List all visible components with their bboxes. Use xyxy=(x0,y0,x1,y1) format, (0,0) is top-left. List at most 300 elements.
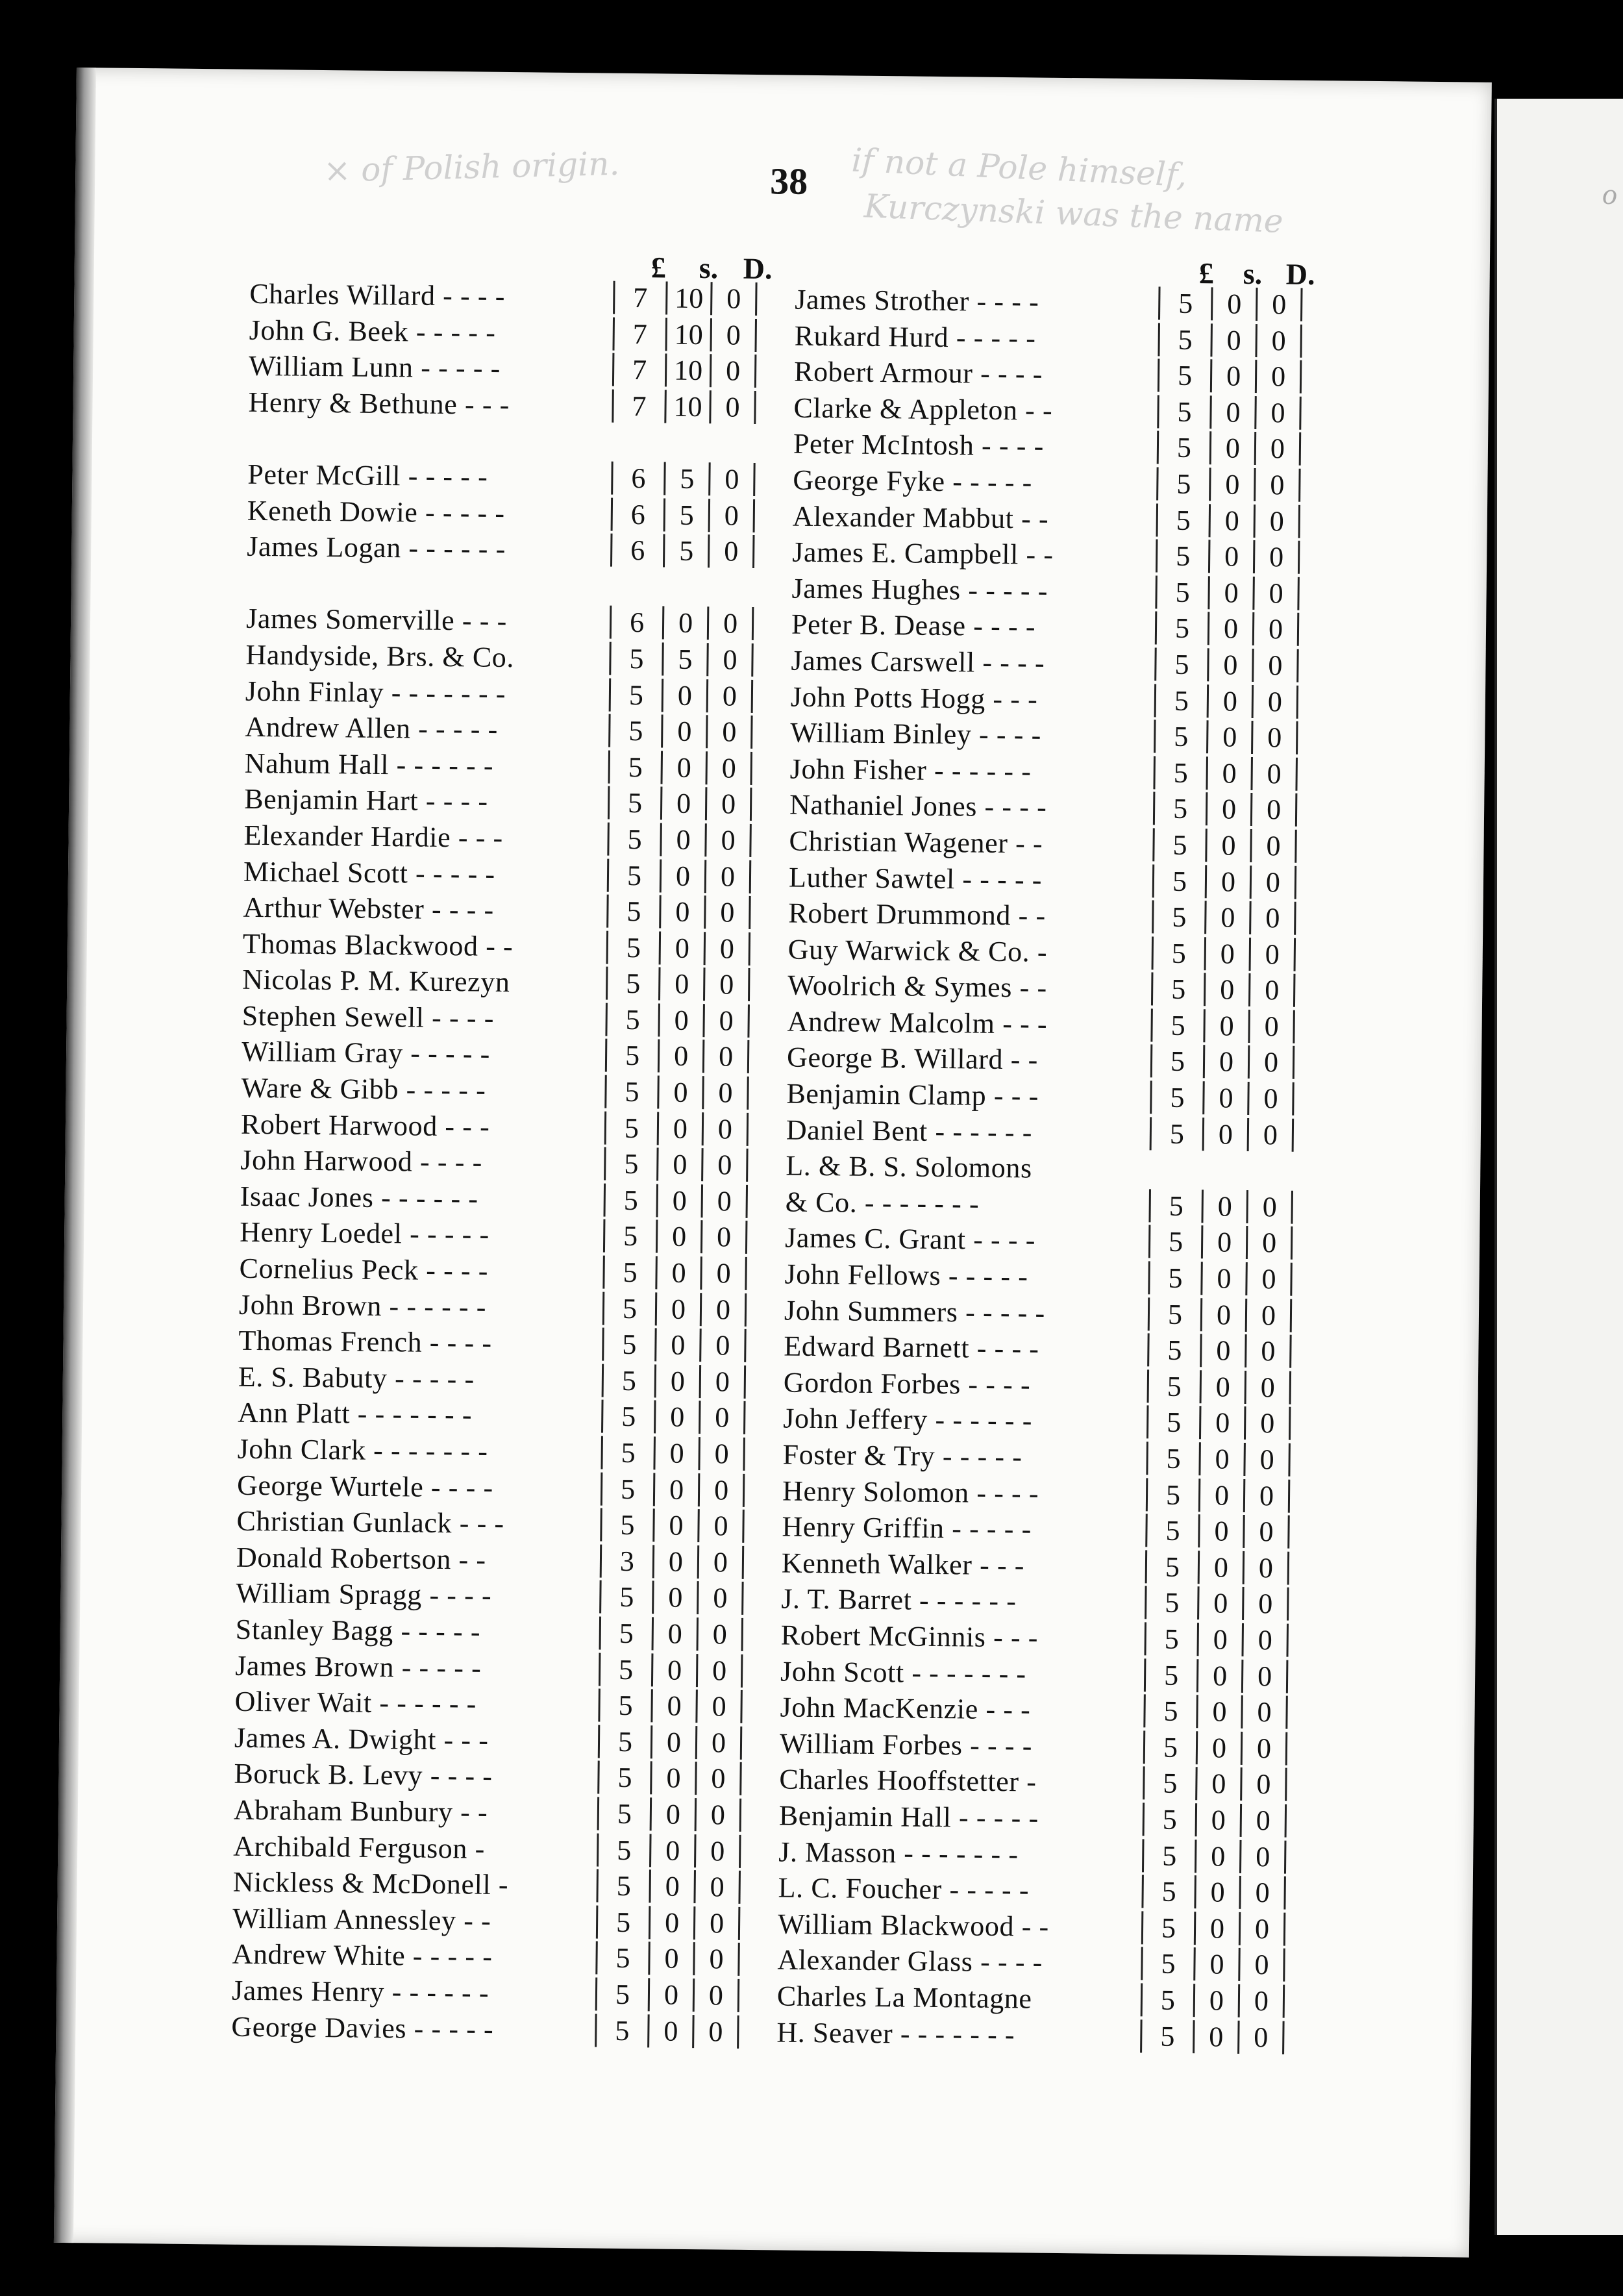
amount-shillings: 0 xyxy=(653,1436,699,1470)
amount-pence: 0 xyxy=(1241,1732,1288,1766)
amount-shillings: 0 xyxy=(1195,1840,1240,1873)
amount-shillings: 0 xyxy=(1208,576,1253,610)
amount-shillings: 0 xyxy=(1193,1984,1239,2017)
amount-shillings: 0 xyxy=(657,1112,702,1145)
amount-pence: 0 xyxy=(1252,577,1300,610)
subscriber-name: Donald Robertson - - xyxy=(236,1541,486,1576)
subscriber-name: James A. Dwight - - - xyxy=(234,1721,489,1756)
amount-pounds: 5 xyxy=(1143,1803,1196,1836)
amount-pounds: 5 xyxy=(1152,901,1205,934)
amount-pence: 0 xyxy=(695,1690,743,1723)
amount-shillings: 0 xyxy=(650,1762,695,1795)
subscriber-name: James Brown - - - - - xyxy=(234,1649,482,1684)
amount-shillings: 0 xyxy=(655,1256,700,1290)
page-number: 38 xyxy=(769,160,808,203)
amount-pounds xyxy=(1149,1179,1202,1180)
amount-shillings: 5 xyxy=(663,534,708,568)
amount-pounds: 5 xyxy=(602,1256,656,1290)
amount-shillings: 0 xyxy=(656,1184,702,1217)
amount-shillings: 0 xyxy=(648,1942,693,1976)
amount-pounds: 5 xyxy=(1142,1839,1195,1873)
amount-pence: 0 xyxy=(1246,1226,1293,1260)
amount-pounds: 5 xyxy=(1156,540,1209,573)
amount-shillings: 0 xyxy=(1195,1767,1241,1801)
amount-pounds: 5 xyxy=(1153,756,1206,790)
amount-pounds: 5 xyxy=(602,1328,655,1362)
amount-pence: 0 xyxy=(1238,1984,1285,2018)
amount-pence: 0 xyxy=(1253,540,1300,574)
subscriber-name: J. T. Barret - - - - - - xyxy=(781,1582,1017,1617)
amount-pence: 0 xyxy=(697,1545,745,1579)
subscriber-name: George Wurtele - - - - xyxy=(236,1469,494,1504)
amount-pence: 0 xyxy=(706,679,754,713)
amount-pounds: 5 xyxy=(602,1292,656,1325)
amount-pounds: 5 xyxy=(608,750,662,784)
amount-shillings: 0 xyxy=(1205,865,1250,899)
amount-pounds: 5 xyxy=(1156,503,1209,537)
amount-pounds: 5 xyxy=(1144,1622,1197,1656)
subscriber-name: L. & B. S. Solomons xyxy=(786,1149,1032,1184)
amount-pounds: 5 xyxy=(1140,2019,1193,2053)
amount-pence: 0 xyxy=(707,607,754,641)
amount-shillings: 0 xyxy=(1200,1262,1246,1295)
amount-pence: 0 xyxy=(1240,1804,1287,1838)
subscriber-name: Andrew Malcolm - - - xyxy=(787,1005,1048,1040)
subscriber-name: E. S. Babuty - - - - - xyxy=(238,1360,475,1395)
subscriber-name: Handyside, Brs. & Co. xyxy=(245,638,515,674)
amount-pence: 0 xyxy=(693,1870,741,1904)
subscriber-name: John Clark - - - - - - - xyxy=(237,1432,488,1467)
document-page xyxy=(54,68,1492,2258)
amount-shillings: 5 xyxy=(662,642,707,676)
edge-mark: o xyxy=(1602,177,1617,210)
amount-pounds: 5 xyxy=(1146,1478,1199,1512)
subscriber-name: Robert Armour - - - - xyxy=(793,355,1043,390)
amount-pence: 0 xyxy=(1239,1912,1286,1946)
amount-shillings: 0 xyxy=(1206,720,1252,754)
page-edge xyxy=(54,68,96,2243)
subscriber-name: William Spragg - - - - xyxy=(236,1577,492,1612)
amount-pence: 0 xyxy=(697,1582,744,1616)
amount-pence: 0 xyxy=(703,967,750,1001)
amount-shillings: 0 xyxy=(1197,1587,1243,1621)
amount-shillings: 0 xyxy=(655,1292,700,1326)
amount-pounds: 7 xyxy=(612,353,665,387)
subscriber-name: Stephen Sewell - - - - xyxy=(242,999,495,1034)
amount-pence: 0 xyxy=(1247,1082,1295,1116)
subscriber-name: Alexander Mabbut - - xyxy=(792,500,1049,535)
pencil-annotation: Kurczynski was the name xyxy=(863,187,1284,240)
amount-pounds: 5 xyxy=(1143,1767,1196,1801)
amount-pounds: 5 xyxy=(1148,1297,1201,1331)
amount-pounds: 5 xyxy=(1158,323,1211,356)
subscriber-name: John MacKenzie - - - xyxy=(780,1691,1031,1726)
subscriber-name: James E. Campbell - - xyxy=(791,536,1054,571)
subscriber-name: James Carswell - - - - xyxy=(791,644,1045,679)
subscriber-name: Charles Hooffstetter - xyxy=(779,1763,1037,1798)
amount-shillings xyxy=(664,426,709,427)
amount-pence: 0 xyxy=(1250,757,1298,791)
subscriber-name: Archibald Ferguson - xyxy=(233,1830,486,1865)
amount-pounds: 3 xyxy=(600,1544,653,1578)
amount-pence: 0 xyxy=(702,1112,749,1146)
subscriber-name: Andrew Allen - - - - - xyxy=(245,710,499,745)
amount-pounds: 5 xyxy=(1148,1225,1202,1259)
amount-pence: 0 xyxy=(693,1978,740,2012)
subscriber-name: Christian Gunlack - - - xyxy=(236,1504,504,1540)
amount-shillings: 0 xyxy=(1208,540,1254,573)
subscriber-name: James C. Grant - - - - xyxy=(784,1221,1036,1257)
subscriber-name: James Hughes - - - - - xyxy=(791,572,1048,607)
amount-pounds: 5 xyxy=(607,858,660,892)
amount-shillings: 0 xyxy=(650,1725,696,1759)
amount-shillings: 10 xyxy=(665,282,711,316)
amount-pence: 0 xyxy=(1241,1659,1289,1693)
subscriber-name: John Finlay - - - - - - - xyxy=(245,675,506,710)
amount-shillings: 0 xyxy=(1198,1551,1243,1584)
amount-pence: 0 xyxy=(706,643,754,677)
amount-pence: 0 xyxy=(1240,1767,1287,1801)
amount-shillings: 0 xyxy=(1201,1226,1246,1260)
amount-pounds: 5 xyxy=(598,1689,651,1723)
subscriber-list-right xyxy=(776,283,1463,2059)
amount-pence: 0 xyxy=(702,1004,750,1038)
subscriber-name: Oliver Wait - - - - - - xyxy=(234,1685,477,1720)
amount-pounds: 7 xyxy=(613,281,666,315)
amount-pounds: 5 xyxy=(1152,828,1206,862)
amount-shillings: 0 xyxy=(648,1978,693,2012)
subscriber-name: Woolrich & Symes - - xyxy=(787,969,1048,1004)
subscriber-name: Abraham Bunbury - - xyxy=(233,1793,488,1828)
amount-shillings: 0 xyxy=(654,1329,700,1362)
amount-pounds: 5 xyxy=(1141,1911,1195,1945)
amount-pence: 0 xyxy=(1239,1840,1287,1873)
amount-pounds: 5 xyxy=(603,1219,656,1253)
subscriber-name: Thomas Blackwood - - xyxy=(242,927,514,962)
amount-shillings: 0 xyxy=(652,1509,698,1543)
amount-shillings: 0 xyxy=(660,823,705,856)
amount-pounds: 5 xyxy=(595,1941,649,1975)
amount-pounds: 5 xyxy=(601,1400,654,1434)
amount-pence: 0 xyxy=(700,1221,748,1254)
subscriber-name: Robert Drummond - - xyxy=(788,897,1047,932)
amount-shillings: 0 xyxy=(1198,1442,1244,1476)
subscriber-name: Benjamin Hall - - - - - xyxy=(778,1799,1039,1834)
subscriber-name: Robert Harwood - - - xyxy=(240,1108,490,1143)
amount-pounds: 5 xyxy=(604,1075,658,1109)
subscriber-name: Henry Griffin - - - - - xyxy=(782,1510,1032,1545)
amount-shillings: 0 xyxy=(1211,287,1256,321)
amount-pounds: 5 xyxy=(601,1472,654,1506)
amount-pounds: 5 xyxy=(605,1003,658,1036)
amount-pounds: 5 xyxy=(1157,395,1210,429)
subscriber-name: Cornelius Peck - - - - xyxy=(239,1252,489,1287)
amount-shillings: 0 xyxy=(1202,1081,1248,1115)
amount-shillings: 0 xyxy=(660,751,706,784)
amount-pounds: 5 xyxy=(1145,1514,1198,1548)
amount-pence: 0 xyxy=(694,1834,741,1868)
amount-pence: 0 xyxy=(1245,1334,1292,1368)
amount-pence: 0 xyxy=(698,1437,745,1471)
amount-shillings: 0 xyxy=(650,1797,695,1831)
subscriber-name: Benjamin Clamp - - - xyxy=(786,1077,1039,1112)
amount-pence: 0 xyxy=(1250,793,1298,827)
amount-shillings: 0 xyxy=(656,1220,701,1254)
amount-shillings: 0 xyxy=(659,895,704,929)
subscriber-name: John Summers - - - - - xyxy=(784,1294,1046,1329)
amount-pence: 0 xyxy=(706,715,753,749)
amount-pounds: 5 xyxy=(596,1869,649,1903)
amount-pounds: 5 xyxy=(609,678,662,712)
amount-pence: 0 xyxy=(1243,1479,1291,1513)
subscriber-name: Gordon Forbes - - - - xyxy=(783,1366,1031,1401)
amount-pounds: 5 xyxy=(1153,792,1206,826)
amount-shillings: 0 xyxy=(650,1690,696,1723)
amount-pounds: 5 xyxy=(595,2014,648,2047)
amount-pence: 0 xyxy=(693,1942,740,1976)
subscriber-name: William Lunn - - - - - xyxy=(248,349,501,385)
amount-pounds: 6 xyxy=(610,606,663,640)
amount-pounds: 5 xyxy=(1150,1117,1203,1151)
subscriber-name: James Henry - - - - - - xyxy=(231,1974,489,2009)
amount-pounds: 5 xyxy=(604,1111,658,1145)
subscriber-name: Arthur Webster - - - - xyxy=(243,891,495,926)
amount-pounds: 5 xyxy=(1150,1080,1203,1114)
amount-shillings: 0 xyxy=(1204,937,1250,971)
amount-pence: 0 xyxy=(1245,1371,1292,1404)
amount-pounds: 5 xyxy=(606,967,659,1001)
amount-pence: 0 xyxy=(699,1365,747,1399)
amount-pounds: 5 xyxy=(1143,1695,1196,1728)
subscriber-name: Nickless & McDonell - xyxy=(232,1866,509,1901)
amount-pence: 0 xyxy=(1256,288,1303,321)
amount-pence: 0 xyxy=(708,462,756,496)
subscriber-name: & Co. - - - - - - - xyxy=(785,1186,980,1220)
amount-pence: 0 xyxy=(693,1906,741,1940)
subscriber-name: Charles La Montagne xyxy=(776,1980,1032,2015)
amount-shillings: 0 xyxy=(1207,648,1252,682)
amount-pounds: 5 xyxy=(1154,720,1207,754)
amount-pounds: 5 xyxy=(1157,431,1210,465)
amount-pounds: 5 xyxy=(1146,1406,1200,1440)
amount-pounds: 5 xyxy=(597,1833,650,1867)
pencil-annotation: if not a Pole himself, xyxy=(850,141,1188,194)
amount-pounds: 5 xyxy=(1141,1875,1195,1908)
subscriber-name: Nahum Hall - - - - - - xyxy=(244,747,494,782)
amount-shillings: 0 xyxy=(1199,1406,1245,1440)
subscriber-name: John Fellows - - - - - xyxy=(784,1258,1028,1293)
subscriber-name: J. Masson - - - - - - - xyxy=(778,1836,1019,1870)
amount-pounds: 5 xyxy=(1151,973,1204,1006)
amount-pence: 0 xyxy=(709,390,756,424)
amount-pounds: 5 xyxy=(1145,1550,1198,1584)
amount-shillings: 0 xyxy=(1200,1334,1245,1367)
amount-shillings: 0 xyxy=(649,1834,695,1867)
amount-pence: 0 xyxy=(1248,1010,1295,1043)
amount-shillings: 0 xyxy=(1204,973,1249,1007)
amount-pounds: 7 xyxy=(612,389,665,423)
header-shillings: s. xyxy=(699,251,719,285)
amount-pounds: 5 xyxy=(599,1653,652,1686)
amount-pounds: 5 xyxy=(598,1725,651,1758)
subscriber-name: Rukard Hurd - - - - - xyxy=(794,319,1036,355)
amount-shillings: 10 xyxy=(665,318,710,351)
pencil-annotation: × of Polish origin. xyxy=(323,144,620,190)
amount-pounds: 5 xyxy=(607,823,660,856)
amount-shillings: 0 xyxy=(1203,1009,1248,1043)
amount-shillings: 0 xyxy=(1196,1695,1241,1728)
amount-pounds: 5 xyxy=(599,1580,652,1614)
amount-pence: 0 xyxy=(1241,1695,1288,1729)
amount-pence: 0 xyxy=(1250,865,1297,899)
amount-shillings: 0 xyxy=(649,1906,694,1940)
amount-pence: 0 xyxy=(1250,829,1297,863)
amount-shillings: 0 xyxy=(1196,1731,1241,1765)
amount-pence: 0 xyxy=(704,932,751,966)
amount-pence: 0 xyxy=(710,354,757,388)
amount-shillings: 0 xyxy=(1209,395,1255,429)
amount-shillings: 0 xyxy=(1201,1190,1246,1223)
amount-pence: 0 xyxy=(704,895,751,929)
amount-pounds: 5 xyxy=(1146,1441,1199,1475)
amount-pence: 0 xyxy=(697,1509,745,1543)
subscriber-name: James Logan - - - - - - xyxy=(247,530,506,566)
amount-shillings: 0 xyxy=(1206,793,1251,827)
amount-pounds: 5 xyxy=(1158,286,1211,320)
amount-shillings: 0 xyxy=(1200,1298,1246,1332)
amount-pence: 0 xyxy=(705,788,752,821)
subscriber-name: George Davies - - - - - xyxy=(231,2010,494,2045)
amount-shillings: 0 xyxy=(1196,1659,1242,1693)
amount-pounds: 5 xyxy=(1147,1369,1200,1403)
amount-pence: 0 xyxy=(710,318,757,352)
subscriber-name: Ware & Gibb - - - - - xyxy=(241,1071,486,1106)
subscriber-name: Nicolas P. M. Kurezyn xyxy=(242,964,510,999)
subscriber-name: Christian Wagener - - xyxy=(789,825,1043,860)
amount-shillings xyxy=(663,570,708,571)
amount-pounds: 5 xyxy=(1152,936,1205,970)
amount-shillings: 0 xyxy=(1194,1875,1239,1909)
amount-pounds: 5 xyxy=(606,895,660,929)
amount-shillings: 0 xyxy=(647,2014,693,2048)
subscriber-row xyxy=(776,2015,1446,2058)
amount-pounds: 5 xyxy=(602,1364,655,1397)
amount-pence: 0 xyxy=(699,1329,747,1362)
amount-pounds: 5 xyxy=(1145,1586,1198,1620)
subscriber-name: Henry Loedel - - - - - xyxy=(239,1216,490,1251)
amount-pounds: 5 xyxy=(599,1617,652,1651)
amount-pence: 0 xyxy=(1255,324,1302,358)
subscriber-name: Elexander Hardie - - - xyxy=(243,819,504,854)
amount-shillings: 0 xyxy=(1205,829,1250,862)
amount-pence: 0 xyxy=(710,282,758,316)
amount-shillings: 0 xyxy=(1204,901,1250,934)
header-pence: D. xyxy=(743,251,773,286)
amount-pounds: 5 xyxy=(1154,684,1208,718)
amount-pence: 0 xyxy=(700,1256,747,1290)
subscriber-name: Boruck B. Levy - - - - xyxy=(234,1758,493,1793)
amount-pence: 0 xyxy=(1248,1045,1295,1079)
subscriber-name: L. C. Foucher - - - - - xyxy=(778,1871,1030,1906)
amount-shillings: 0 xyxy=(649,1870,694,1904)
amount-pounds: 5 xyxy=(1150,1045,1204,1079)
subscriber-name: Benjamin Hart - - - - xyxy=(243,783,488,818)
amount-pounds: 5 xyxy=(1156,467,1209,501)
amount-pounds: 5 xyxy=(1148,1261,1201,1295)
amount-shillings: 0 xyxy=(1202,1117,1248,1151)
subscriber-name: H. Seaver - - - - - - - xyxy=(776,2015,1015,2051)
amount-pence: 0 xyxy=(696,1654,743,1688)
subscriber-name: Nathaniel Jones - - - - xyxy=(789,788,1047,824)
amount-shillings: 10 xyxy=(665,354,710,388)
amount-shillings: 0 xyxy=(660,859,705,893)
amount-shillings: 0 xyxy=(656,1148,702,1182)
amount-shillings: 0 xyxy=(1193,1947,1239,1981)
amount-pence: 0 xyxy=(1254,432,1302,466)
amount-pounds: 5 xyxy=(1144,1658,1197,1692)
amount-shillings: 0 xyxy=(659,931,704,965)
subscriber-name: Henry Solomon - - - - xyxy=(782,1475,1039,1510)
amount-pence: 0 xyxy=(1254,468,1301,502)
subscriber-name: Andrew White - - - - - xyxy=(232,1938,493,1973)
amount-pounds: 5 xyxy=(597,1761,650,1795)
amount-pounds: 5 xyxy=(1141,1947,1194,1981)
subscriber-name: William Forbes - - - - xyxy=(779,1727,1033,1762)
amount-shillings: 0 xyxy=(1203,1045,1248,1079)
amount-pounds: 5 xyxy=(1155,612,1208,645)
subscriber-name: William Annessley - - xyxy=(232,1902,491,1937)
amount-pence: 0 xyxy=(1251,721,1298,755)
amount-shillings: 0 xyxy=(1198,1479,1244,1512)
amount-pence: 0 xyxy=(695,1762,742,1795)
amount-pounds: 5 xyxy=(596,1905,649,1939)
amount-pounds: 5 xyxy=(601,1436,654,1470)
amount-pence: 0 xyxy=(708,534,755,568)
subscriber-name: Stanley Bagg - - - - - xyxy=(235,1613,481,1648)
amount-pounds: 5 xyxy=(1148,1189,1202,1223)
subscriber-name: John Potts Hogg - - - xyxy=(790,680,1038,716)
amount-shillings: 5 xyxy=(663,498,709,532)
amount-pounds xyxy=(610,569,663,570)
subscriber-name: John Jeffery - - - - - - xyxy=(783,1402,1033,1437)
amount-pounds: 5 xyxy=(1154,647,1208,681)
subscriber-name: Guy Warwick & Co. - xyxy=(787,933,1048,968)
subscriber-name: John Harwood - - - - xyxy=(240,1143,483,1179)
subscriber-name: Edward Barnett - - - - xyxy=(784,1330,1039,1365)
amount-pounds: 5 xyxy=(1158,359,1211,393)
amount-pounds: 5 xyxy=(600,1508,653,1542)
amount-shillings: 10 xyxy=(664,390,710,423)
subscriber-name: George B. Willard - - xyxy=(786,1042,1039,1077)
amount-pounds: 5 xyxy=(595,1977,649,2011)
amount-pounds: 6 xyxy=(611,462,664,495)
subscriber-name: William Binley - - - - xyxy=(790,716,1042,751)
subscriber-name: Peter McGill - - - - - xyxy=(247,458,488,493)
amount-pence: 0 xyxy=(1254,505,1301,538)
amount-pounds: 5 xyxy=(1143,1730,1196,1764)
amount-shillings: 0 xyxy=(1198,1514,1243,1548)
amount-pounds: 5 xyxy=(1141,1983,1194,2017)
amount-shillings: 0 xyxy=(658,1040,703,1073)
amount-shillings: 0 xyxy=(658,1003,703,1037)
amount-shillings: 5 xyxy=(663,462,709,495)
amount-shillings: 0 xyxy=(1193,2020,1238,2054)
amount-pence: 0 xyxy=(1245,1262,1293,1296)
amount-pence: 0 xyxy=(1252,685,1299,719)
adjacent-page xyxy=(1494,99,1623,2235)
subscriber-name: John G. Beek - - - - - xyxy=(249,314,496,349)
amount-pence: 0 xyxy=(708,499,756,532)
